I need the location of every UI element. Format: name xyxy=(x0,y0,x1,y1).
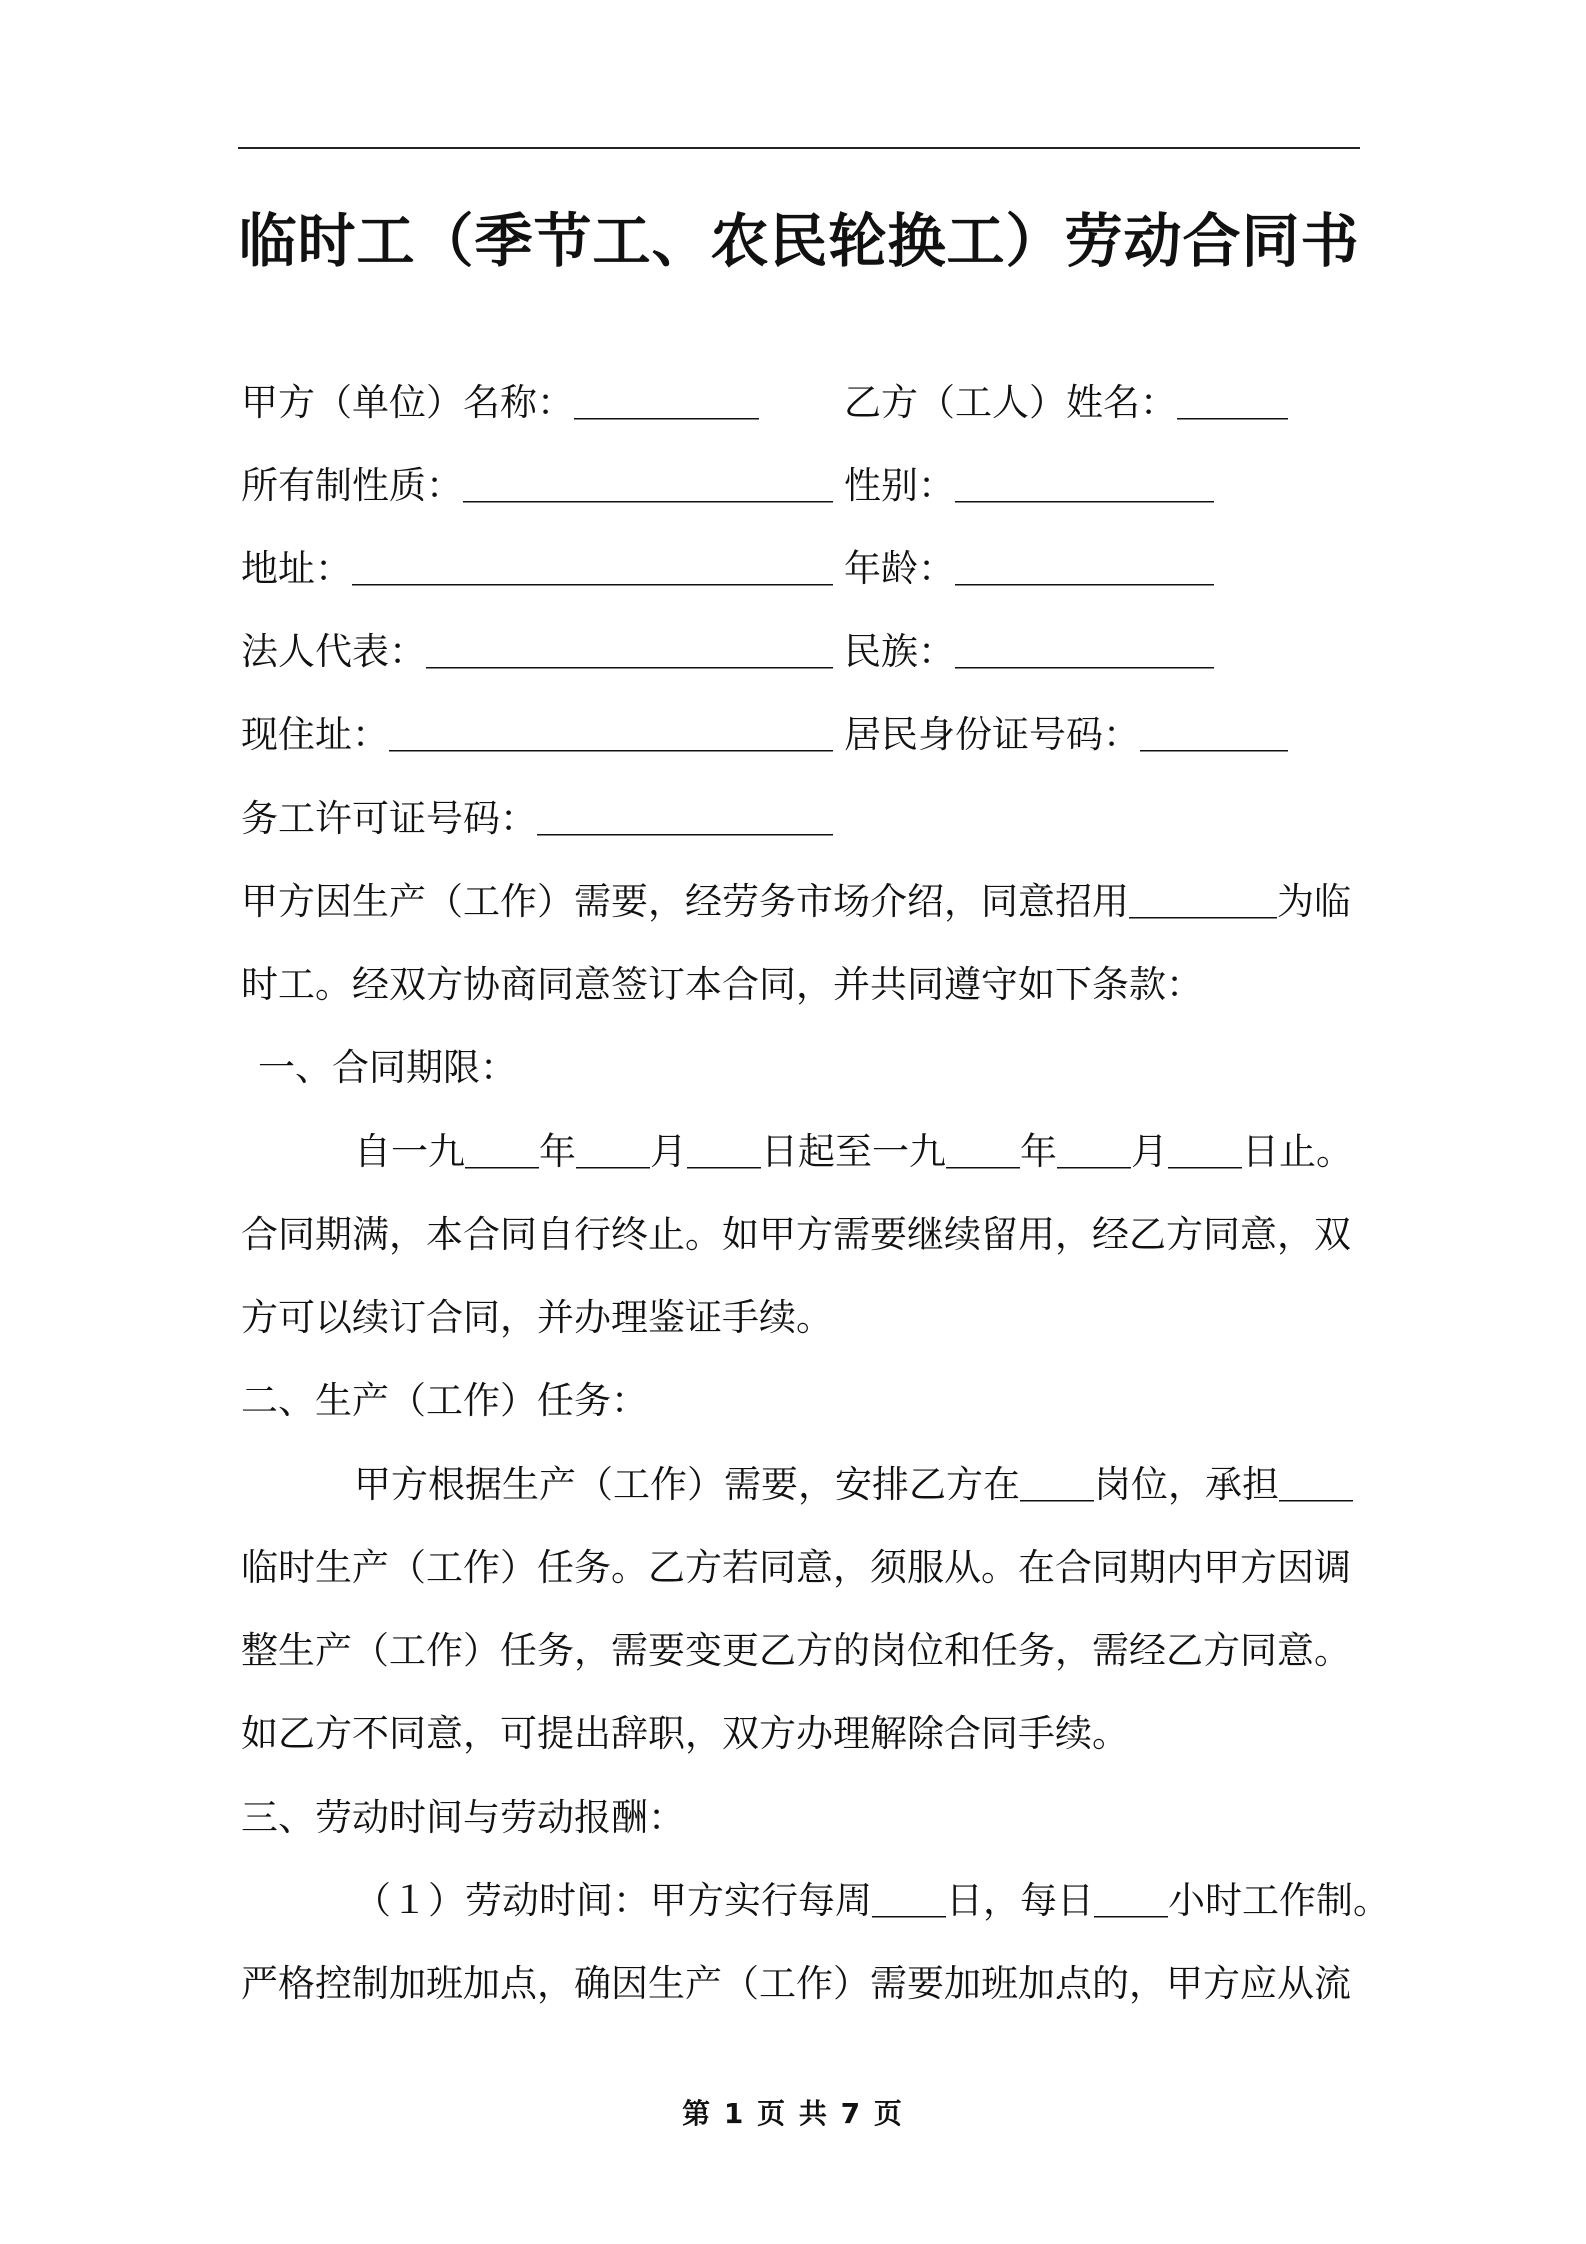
section-heading: 二、生产（工作）任务： xyxy=(241,1379,648,1422)
field-current-address: 现住址：＿＿＿＿＿＿＿＿＿＿＿＿ xyxy=(241,713,833,756)
paragraph-line: 如乙方不同意，可提出辞职，双方办理解除合同手续。 xyxy=(241,1712,1129,1755)
field-party-a-name: 甲方（单位）名称：＿＿＿＿＿ xyxy=(241,381,759,424)
paragraph-line: 整生产（工作）任务，需要变更乙方的岗位和任务，需经乙方同意。 xyxy=(241,1629,1351,1672)
field-ethnicity: 民族：＿＿＿＿＿＿＿ xyxy=(844,630,1214,673)
field-ownership: 所有制性质：＿＿＿＿＿＿＿＿＿＿ xyxy=(241,464,833,507)
paragraph-line: 严格控制加班加点，确因生产（工作）需要加班加点的，甲方应从流 xyxy=(241,1962,1351,2005)
field-work-permit: 务工许可证号码：＿＿＿＿＿＿＿＿ xyxy=(241,797,833,840)
section-heading: 一、合同期限： xyxy=(258,1046,517,1089)
page-number: 第 1 页 共 7 页 xyxy=(682,2097,904,2130)
field-gender: 性别：＿＿＿＿＿＿＿ xyxy=(844,464,1214,507)
paragraph-line: 临时生产（工作）任务。乙方若同意，须服从。在合同期内甲方因调 xyxy=(241,1546,1351,1589)
section-heading: 三、劳动时间与劳动报酬： xyxy=(241,1796,685,1839)
field-party-b-name: 乙方（工人）姓名：＿＿＿ xyxy=(844,381,1288,424)
intro-line: 时工。经双方协商同意签订本合同，并共同遵守如下条款： xyxy=(241,963,1203,1006)
field-age: 年龄：＿＿＿＿＿＿＿ xyxy=(844,547,1214,590)
paragraph-line: 合同期满，本合同自行终止。如甲方需要继续留用，经乙方同意，双 xyxy=(241,1213,1351,1256)
header-rule xyxy=(238,147,1360,149)
document-title: 临时工（季节工、农民轮换工）劳动合同书 xyxy=(238,207,1360,275)
field-address: 地址：＿＿＿＿＿＿＿＿＿＿＿＿＿ xyxy=(241,547,833,590)
intro-line: 甲方因生产（工作）需要，经劳务市场介绍，同意招用＿＿＿＿为临 xyxy=(241,880,1351,923)
field-id-number: 居民身份证号码：＿＿＿＿ xyxy=(844,713,1288,756)
paragraph-line: 甲方根据生产（工作）需要，安排乙方在＿＿岗位，承担＿＿ xyxy=(354,1463,1353,1506)
field-legal-representative: 法人代表：＿＿＿＿＿＿＿＿＿＿＿ xyxy=(241,630,833,673)
paragraph-line: 自一九＿＿年＿＿月＿＿日起至一九＿＿年＿＿月＿＿日止。 xyxy=(354,1130,1353,1173)
paragraph-line: （１）劳动时间：甲方实行每周＿＿日，每日＿＿小时工作制。 xyxy=(354,1879,1390,1922)
paragraph-line: 方可以续订合同，并办理鉴证手续。 xyxy=(241,1296,833,1339)
